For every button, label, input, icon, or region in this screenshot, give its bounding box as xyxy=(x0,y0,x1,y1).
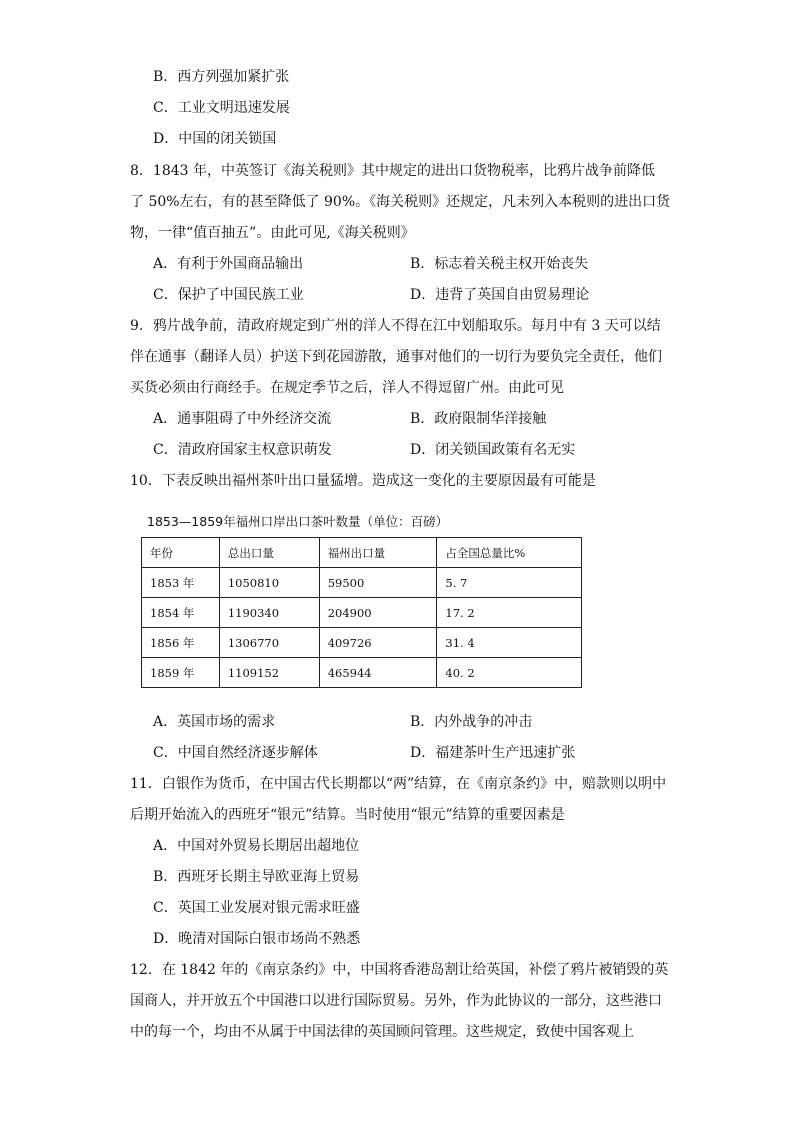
q8-option-a: A．有利于外国商品输出 xyxy=(153,256,304,272)
cell-total: 1190340 xyxy=(219,598,319,628)
q7-option-d: D．中国的闭关锁国 xyxy=(153,131,277,147)
q8-stem-line-1: 8．1843 年，中英签订《海关税则》其中规定的进出口货物税率，比鸦片战争前降低 xyxy=(130,163,655,179)
q11-stem-line-1: 11．白银作为货币，在中国古代长期都以“两”结算，在《南京条约》中，赔款则以明中 xyxy=(130,776,667,792)
header-fuzhou-export: 福州出口量 xyxy=(319,538,437,568)
q8-option-d: D．违背了英国自由贸易理论 xyxy=(410,287,590,303)
q10-stem: 10．下表反映出福州茶叶出口量猛增。造成这一变化的主要原因最有可能是 xyxy=(130,473,596,489)
table-header-row xyxy=(142,538,582,568)
q12-stem-line-1: 12．在 1842 年的《南京条约》中，中国将香港岛割让给英国，补偿了鸦片被销毁的英 xyxy=(130,962,669,978)
q10-option-c: C．中国自然经济逐步解体 xyxy=(153,745,318,761)
cell-share: 5. 7 xyxy=(437,568,582,598)
q11-option-a: A．中国对外贸易长期居出超地位 xyxy=(153,838,360,854)
cell-share: 40. 2 xyxy=(437,658,582,688)
q11-option-c: C．英国工业发展对银元需求旺盛 xyxy=(153,900,360,916)
cell-total: 1306770 xyxy=(219,628,319,658)
q11-stem-line-2: 后期开始流入的西班牙“银元”结算。当时使用“银元”结算的重要因素是 xyxy=(130,807,565,823)
table-row xyxy=(142,568,582,598)
q12-stem-line-2: 国商人，并开放五个中国港口以进行国际贸易。另外，作为此协议的一部分，这些港口 xyxy=(130,993,662,1009)
q8-option-c: C．保护了中国民族工业 xyxy=(153,287,304,303)
cell-fuzhou: 204900 xyxy=(319,598,437,628)
q11-option-d: D．晚清对国际白银市场尚不熟悉 xyxy=(153,931,361,947)
q8-option-b: B．标志着关税主权开始丧失 xyxy=(410,256,589,272)
q9-option-c: C．清政府国家主权意识萌发 xyxy=(153,442,332,458)
cell-fuzhou: 465944 xyxy=(319,658,437,688)
q9-option-b: B．政府限制华洋接触 xyxy=(410,411,547,427)
q11-option-b: B．西班牙长期主导欧亚海上贸易 xyxy=(153,869,360,885)
cell-share: 17. 2 xyxy=(437,598,582,628)
q10-option-a: A．英国市场的需求 xyxy=(153,714,276,730)
q7-option-b: B．西方列强加紧扩张 xyxy=(153,69,290,85)
table-caption: 1853—1859年福州口岸出口茶叶数量（单位：百磅） xyxy=(147,514,449,529)
q9-option-d: D．闭关锁国政策有名无实 xyxy=(410,442,576,458)
q9-stem-line-2: 伴在通事（翻译人员）护送下到花园游散，通事对他们的一切行为要负完全责任，他们 xyxy=(130,349,662,365)
table-row xyxy=(142,628,582,658)
q10-option-b: B．内外战争的冲击 xyxy=(410,714,533,730)
cell-share: 31. 4 xyxy=(437,628,582,658)
q9-option-a: A．通事阻碍了中外经济交流 xyxy=(153,411,332,427)
cell-year: 1856 年 xyxy=(142,628,220,658)
header-share-percent: 占全国总量比% xyxy=(437,538,582,568)
cell-fuzhou: 59500 xyxy=(319,568,437,598)
q9-stem-line-3: 买货必须由行商经手。在规定季节之后，洋人不得逗留广州。由此可见 xyxy=(130,380,564,396)
q9-stem-line-1: 9．鸦片战争前，清政府规定到广州的洋人不得在江中划船取乐。每月中有 3 天可以结 xyxy=(130,318,661,334)
header-total-export: 总出口量 xyxy=(219,538,319,568)
header-year: 年份 xyxy=(142,538,220,568)
table-row xyxy=(142,598,582,628)
cell-year: 1854 年 xyxy=(142,598,220,628)
cell-year: 1853 年 xyxy=(142,568,220,598)
cell-total: 1109152 xyxy=(219,658,319,688)
table-row xyxy=(142,658,582,688)
cell-total: 1050810 xyxy=(219,568,319,598)
q8-stem-line-3: 物，一律“值百抽五”。由此可见,《海关税则》 xyxy=(130,225,415,241)
q12-stem-line-3: 中的每一个，均由不从属于中国法律的英国顾问管理。这些规定，致使中国客观上 xyxy=(130,1024,634,1040)
cell-year: 1859 年 xyxy=(142,658,220,688)
q10-option-d: D．福建茶叶生产迅速扩张 xyxy=(410,745,576,761)
cell-fuzhou: 409726 xyxy=(319,628,437,658)
q7-option-c: C．工业文明迅速发展 xyxy=(153,100,290,116)
tea-export-table xyxy=(141,537,582,688)
q8-stem-line-2: 了 50%左右，有的甚至降低了 90%。《海关税则》还规定，凡未列入本税则的进出口货 xyxy=(130,194,671,210)
